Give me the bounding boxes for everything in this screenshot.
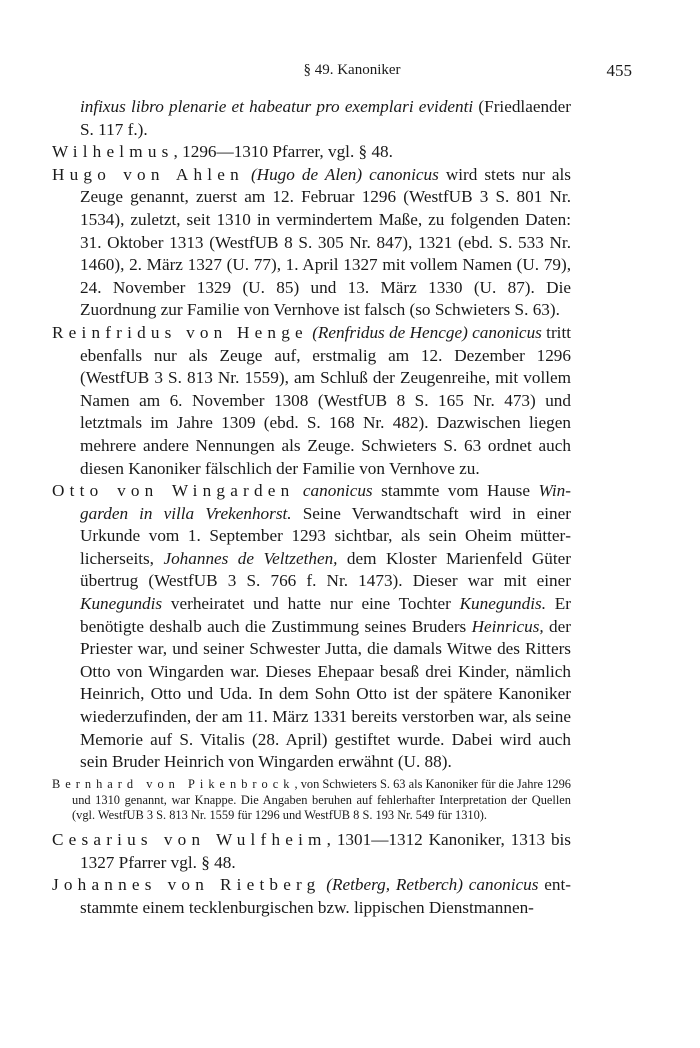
entry-italic-text: Johannes de Veltzethen, <box>163 548 338 568</box>
entry-text: , 1301—1312 Kanoniker, 1313 bis 1327 Pfarrer vgl. § 48. <box>80 829 572 872</box>
page-number: 455 <box>606 61 632 80</box>
page-body <box>52 96 571 919</box>
entry-reinfridus-von-henge <box>52 322 571 480</box>
entry-name: Bernhard von Pikenbrock <box>52 776 295 791</box>
entry-text: dem Kloster Marienfeld Güter übertrug (WestfUB 3 S. 766 f. Nr. 1473). Dieser war mit einer <box>80 548 571 591</box>
entry-italic-text: infixus libro plenarie et habeatur pro exemplari evidenti <box>80 97 474 116</box>
entry-text <box>294 481 303 500</box>
entry-text: tritt ebenfalls nur als Zeuge auf, erstmalig am 12. Dezember 1296 (WestfUB 3 S. 813 Nr. 1559), am Schluß der Zeugenreihe, mit vollem Namen am 6. November 1308 (WestfUB 8 S. 165 Nr. 473) und letztmals im Jahre 1309 (ebd. S. 168 Nr. 482). Dazwischen liegen mehrere andere Nennungen als Zeuge. Schwieters S. 63 ordnet auch diesen Kanoniker fälschlich der Familie von Vernhove zu. <box>80 322 572 478</box>
entry-name: Wilhelmus <box>52 142 174 162</box>
entry-text: der Priester war, und seiner Schwester Jutta, die damals Witwe des Ritters Otto von Wingarden war. Dieses Ehepaar besaß drei Kinder, nämlich Heinrich, Otto und Uda. In dem Sohn Otto ist der spätere Kanoniker wiederzufinden, der am 11. März 1331 bereits verstorben war, als seine Memorie auf S. Vitalis (28. April) gestiftet wurde. Dabei wird auch sein Bruder Heinrich von Wingarden erwähnt (U. 88). <box>80 616 571 772</box>
entry-name: Reinfridus von Henge <box>52 322 308 342</box>
entry-text: (Friedlaender S. 117 f.). <box>80 97 571 139</box>
entry-bernhard-von-pikenbrock <box>52 777 571 824</box>
entry-text: entstammte einem tecklenburgischen bzw. lippischen Dienstmannen- <box>80 875 571 917</box>
entry-text: Er benötigte deshalb auch die Zustimmung seines Bruders <box>80 594 571 636</box>
entry-text: , von Schwieters S. 63 als Kanoniker für die Jahre 1296 und 1310 genannt, war Knappe. Die Angaben beruhen auf fehlerhafter Interpretation der Quellen (vgl. WestfUB 3 S. 813 Nr. 1559 für 1296 und WestfUB 8 S. 193 Nr. 549 für 1310). <box>72 776 571 823</box>
entry-text: stammte vom Hause <box>372 481 539 501</box>
entry-text: , 1296—1310 Pfarrer, vgl. § 48. <box>173 142 393 162</box>
entry-italic-text: canonicus <box>302 481 373 501</box>
entry-text: verheiratet und hatte nur eine Tochter <box>162 594 460 614</box>
entry-text <box>244 165 251 184</box>
entry-text: Seine Verwandtschaft wird in einer Urkunde vom 1. September 1293 sichtbar, als sein Oheim mütterlicherseits, <box>80 503 571 568</box>
entry-name: Otto von Wingarden <box>52 481 295 501</box>
entry-name: Johannes von Rietberg <box>52 875 321 895</box>
entry-italic-text: Wingarden in villa Vrekenhorst. <box>80 481 572 523</box>
entry-italic-text: Heinricus, <box>471 616 544 636</box>
entry-italic-text: (Hugo de Alen) canonicus <box>250 164 439 184</box>
entry-name: Cesarius von Wulfheim <box>52 829 327 849</box>
entry-italic-text: Kunegundis. <box>459 594 546 614</box>
entry-italic-text: Kunegundis <box>80 594 163 614</box>
entry-italic-text: (Renfridus de Hencge) canonicus <box>312 322 542 342</box>
entry-cesarius-von-wulfheim <box>52 829 571 874</box>
entry-name: Hugo von Ahlen <box>52 164 244 184</box>
entry-italic-text: (Retberg, Retberch) canonicus <box>326 875 539 895</box>
running-title: § 49. Kanoniker <box>303 62 401 78</box>
entry-hugo-von-ahlen <box>52 164 571 322</box>
entry-continuation <box>52 96 571 141</box>
page-header <box>62 62 642 84</box>
entry-text: wird stets nur als Zeuge genannt, zuerst am 12. Februar 1296 (WestfUB 3 S. 801 Nr. 1534), zuletzt, seit 1310 in vermindertem Maße, zu folgenden Daten: 31. Oktober 1313 (WestfUB 8 S. 305 Nr. 847), 1321 (ebd. S. 533 Nr. 1460), 2. März 1327 (U. 77), 1. April 1327 mit vollem Namen (U. 79), 24. November 1329 (U. 85) und 13. März 1330 (U. 87). Die Zuordnung zur Familie von Vernhove ist falsch (so Schwieters S. 63). <box>80 164 571 320</box>
entry-wilhelmus <box>52 141 571 164</box>
entry-otto-von-wingarden <box>52 480 571 774</box>
entry-johannes-von-rietberg <box>52 874 571 919</box>
